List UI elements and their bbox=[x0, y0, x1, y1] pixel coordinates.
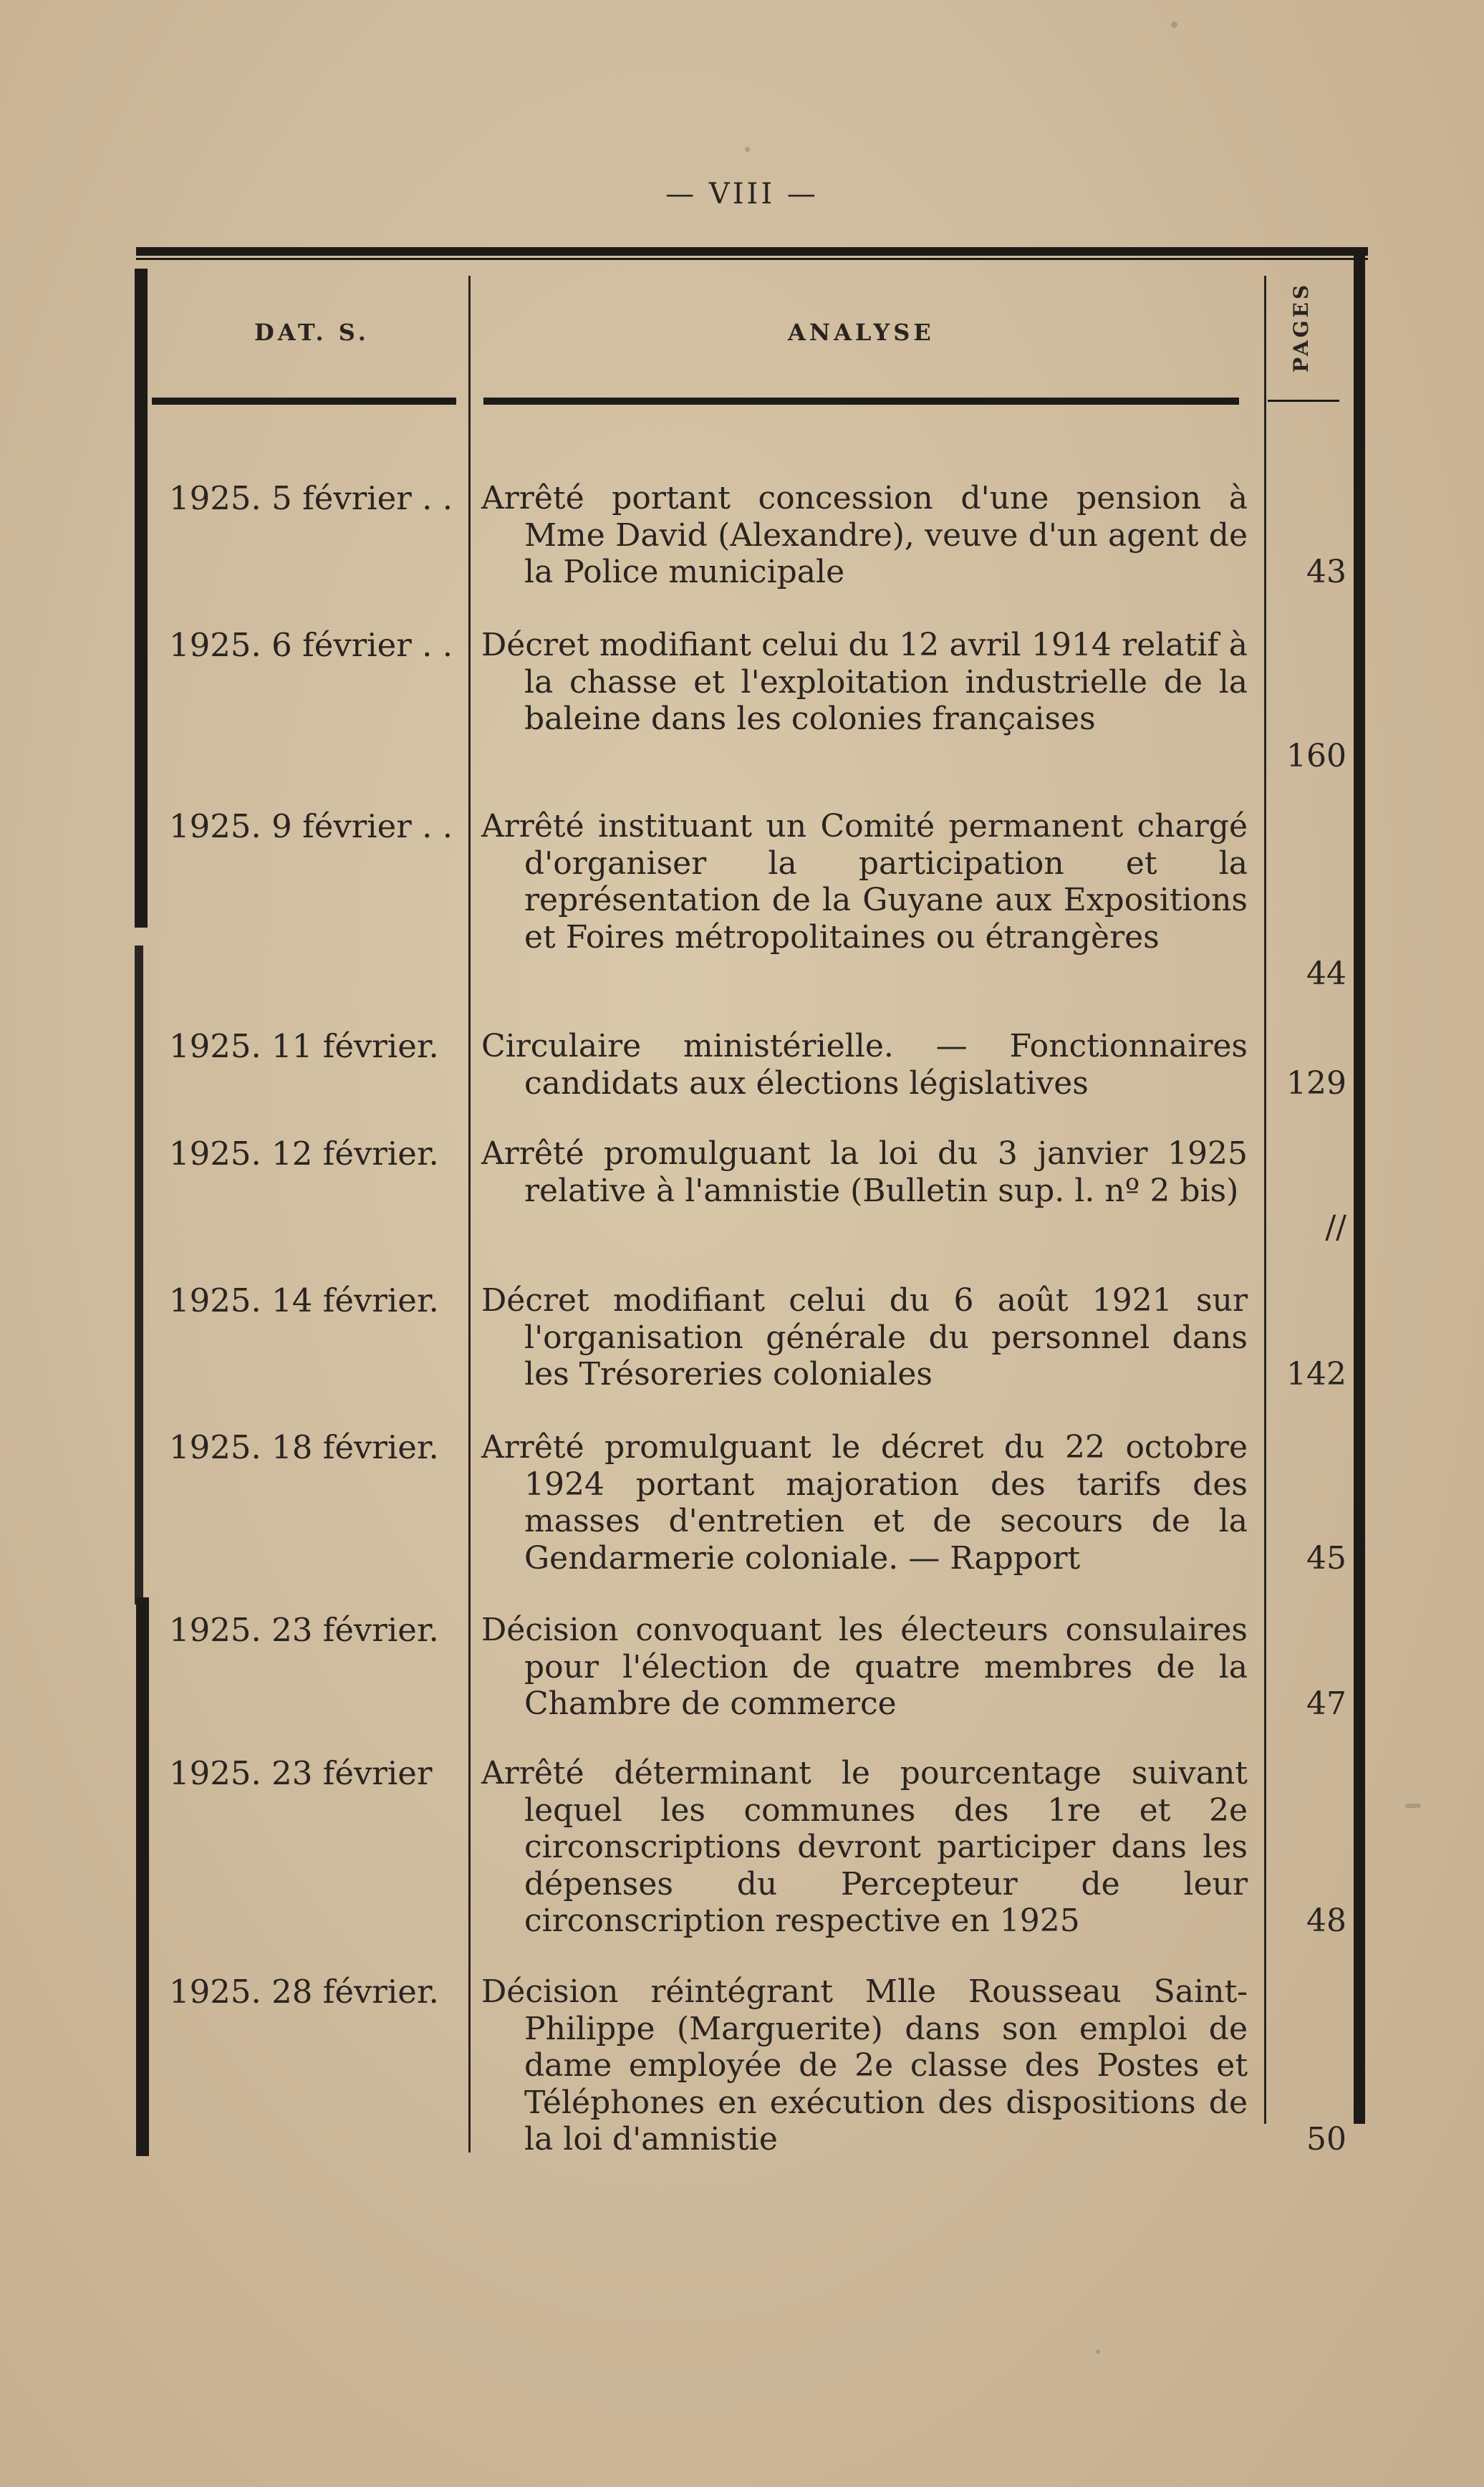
entry-date: 1925. 23 février. bbox=[169, 1611, 439, 1649]
entry-text: Arrêté promulguant la loi du 3 janvier 1925 relative à l'amnistie (Bulletin sup. l. nº 2 bis) bbox=[481, 1135, 1248, 1209]
entry-analysis bbox=[481, 1028, 1248, 1102]
column-divider-pages bbox=[1264, 276, 1266, 2124]
table-top-rule-thin bbox=[136, 258, 1368, 260]
entry-page: 44 bbox=[1306, 956, 1346, 992]
left-border-bar bbox=[136, 1597, 149, 2156]
entry-analysis bbox=[481, 1755, 1248, 1940]
entry-date: 1925. 28 février. bbox=[169, 1973, 439, 2011]
header-rule-pages bbox=[1268, 400, 1339, 402]
entry-page: 45 bbox=[1306, 1540, 1346, 1577]
paper-speck bbox=[745, 147, 750, 152]
entry-analysis bbox=[481, 1282, 1248, 1393]
column-divider-dates bbox=[468, 276, 471, 2152]
entry-page: // bbox=[1325, 1209, 1346, 1246]
entry-date: 1925. 6 février . . bbox=[169, 626, 453, 664]
entry-text: Décision réintégrant Mlle Rousseau Saint-Philippe (Marguerite) dans son emploi de dame employée de 2e classe des Postes et Téléphones en exécution des dispositions de la loi d'amnistie bbox=[481, 1973, 1248, 2158]
entry-date: 1925. 23 février bbox=[169, 1754, 433, 1792]
header-dates: DAT. S. bbox=[254, 319, 370, 346]
page-number: — VIII — bbox=[665, 178, 819, 211]
entry-analysis bbox=[481, 1429, 1248, 1577]
entry-analysis bbox=[481, 1135, 1248, 1209]
paper-speck bbox=[1096, 2349, 1100, 2354]
entry-date: 1925. 14 février. bbox=[169, 1281, 439, 1319]
table-top-rule bbox=[136, 247, 1368, 256]
entry-text: Arrêté déterminant le pourcentage suivant lequel les communes des 1re et 2e circonscriptions devront participer dans les dépenses du Percepteur de leur circonscription respective en 1925 bbox=[481, 1755, 1248, 1939]
entry-text: Décret modifiant celui du 12 avril 1914 relatif à la chasse et l'exploitation industrielle de la baleine dans les colonies françaises bbox=[481, 627, 1248, 737]
entry-text: Arrêté instituant un Comité permanent chargé d'organiser la participation et la représentation de la Guyane aux Expositions et Foires métropolitaines ou étrangères bbox=[481, 808, 1248, 956]
entry-text: Décision convoquant les électeurs consulaires pour l'élection de quatre membres de la Chambre de commerce bbox=[481, 1612, 1248, 1722]
entry-analysis bbox=[481, 1973, 1248, 2158]
entry-date: 1925. 9 février . . bbox=[169, 807, 453, 845]
entry-text: Arrêté promulguant le décret du 22 octobre 1924 portant majoration des tarifs des masses d'entretien et de secours de la Gendarmerie coloniale. — Rapport bbox=[481, 1429, 1248, 1577]
entry-analysis bbox=[481, 627, 1248, 738]
entry-page: 43 bbox=[1306, 554, 1346, 590]
entry-date: 1925. 12 février. bbox=[169, 1135, 439, 1173]
paper-speck bbox=[1171, 21, 1177, 28]
entry-analysis bbox=[481, 808, 1248, 956]
entry-page: 47 bbox=[1306, 1685, 1346, 1722]
entry-page: 50 bbox=[1306, 2121, 1346, 2158]
header-analyse: ANALYSE bbox=[788, 319, 935, 346]
header-rule-analyse bbox=[483, 398, 1239, 405]
entry-date: 1925. 18 février. bbox=[169, 1428, 439, 1466]
entry-analysis bbox=[481, 1612, 1248, 1723]
entry-date: 1925. 11 février. bbox=[169, 1027, 439, 1065]
entry-text: Circulaire ministérielle. — Fonctionnaires candidats aux élections législatives bbox=[481, 1028, 1248, 1102]
entry-page: 129 bbox=[1286, 1065, 1346, 1102]
right-border-bar bbox=[1354, 247, 1365, 2124]
entry-page: 142 bbox=[1286, 1356, 1346, 1392]
entry-page: 48 bbox=[1306, 1902, 1346, 1939]
header-pages: PAGES bbox=[1289, 282, 1313, 372]
entry-text: Arrêté portant concession d'une pension à Mme David (Alexandre), veuve d'un agent de la Police municipale bbox=[481, 480, 1248, 590]
left-border-bar bbox=[135, 269, 148, 928]
entry-date: 1925. 5 février . . bbox=[169, 479, 453, 517]
entry-text: Décret modifiant celui du 6 août 1921 sur l'organisation générale du personnel dans les Trésoreries coloniales bbox=[481, 1282, 1248, 1392]
left-border-bar bbox=[135, 946, 143, 1605]
header-rule-dates bbox=[152, 398, 456, 405]
paper-speck bbox=[1405, 1804, 1421, 1808]
entry-analysis bbox=[481, 480, 1248, 591]
entry-page: 160 bbox=[1286, 738, 1346, 774]
